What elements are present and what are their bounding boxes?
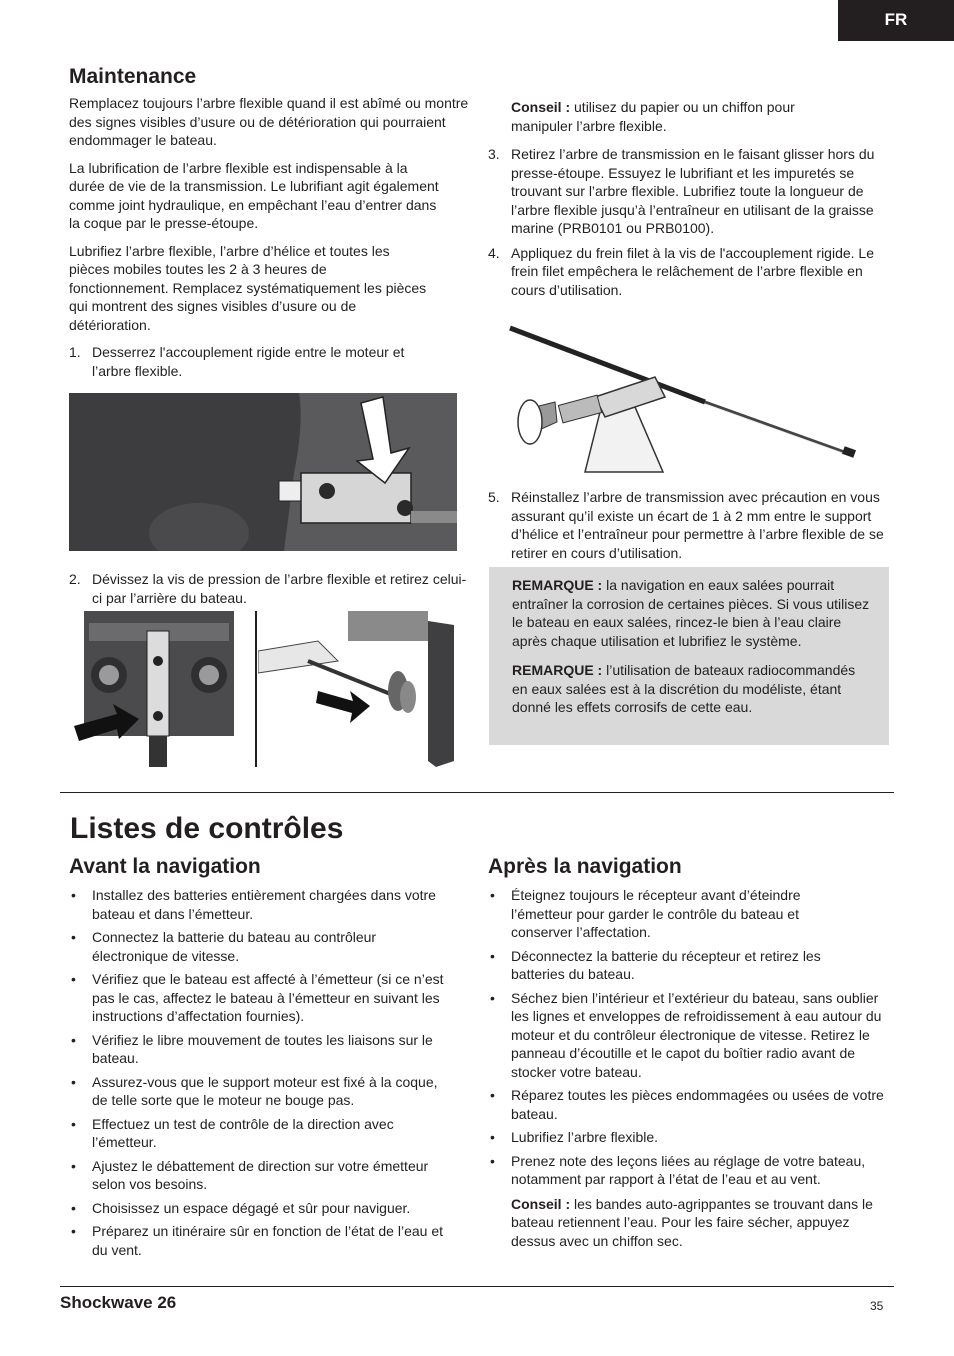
checklist-text: Éteignez toujours le récepteur avant d’éteindre l’émetteur pour garder le contrôle du bateau et conserver l’affectation.	[511, 887, 801, 940]
checklist-text: Séchez bien l’intérieur et l’extérieur du bateau, sans oublier les lignes et enveloppes de refroidissement à eau autour du moteur et du contrôleur électronique de vitesse. Retirez le panneau d’écoutille et le capot du boîtier radio avant de stocker votre bateau.	[511, 989, 882, 1080]
page-number: 35	[870, 1299, 884, 1313]
step-item	[69, 343, 432, 380]
checklist-item	[69, 970, 449, 1026]
checklist-item	[69, 1073, 449, 1110]
bullet: •	[71, 1199, 76, 1216]
step-list	[488, 145, 888, 299]
bullet: •	[490, 1129, 495, 1145]
note-label: REMARQUE :	[512, 577, 603, 593]
step-number: 1.	[69, 344, 81, 360]
bullet: •	[71, 1073, 76, 1090]
language-tab: FR	[838, 0, 954, 41]
step-number: 5.	[488, 489, 500, 505]
checklist-text: Assurez-vous que le support moteur est fixé à la coque, de telle sorte que le moteur ne bouge pas.	[92, 1073, 438, 1108]
note-paragraph	[512, 661, 872, 717]
tip-label: Conseil :	[511, 99, 571, 115]
step-item	[69, 570, 469, 607]
step5-block	[488, 488, 888, 562]
bullet: •	[490, 989, 495, 1006]
step-number: 4.	[488, 244, 500, 261]
step-item	[488, 244, 881, 300]
grease-illustration	[505, 322, 857, 478]
note-text: l’utilisation de bateaux radiocommandés en eaux salées est à la discrétion du modéliste, étant donné les effets corrosifs de cette eau.	[512, 662, 856, 715]
checklist-text: Connectez la batterie du bateau au contrôleur électronique de vitesse.	[92, 929, 377, 964]
step-number: 2.	[69, 571, 81, 587]
prop-shaft-illustration	[258, 611, 456, 767]
figure-divider	[255, 611, 257, 767]
tip-text: utilisez du papier ou un chiffon pour manipuler l’arbre flexible.	[511, 99, 795, 134]
bullet: •	[71, 1157, 76, 1174]
note-paragraph	[512, 576, 879, 650]
saltwater-note-box	[489, 567, 889, 745]
note-text: la navigation en eaux salées pourrait entraîner la corrosion de certaines pièces. Si vous utilisez le bateau en eaux salées, rincez-le bien à l’eau claire après chaque utilisation et lubrifiez le système.	[512, 577, 870, 649]
checklist-item	[69, 1031, 452, 1068]
checklist-item	[69, 1115, 432, 1152]
footer-product-title: Shockwave 26	[60, 1293, 177, 1312]
checklist-text: Vérifiez que le bateau est affecté à l’émetteur (si ce n’est pas le cas, affectez le bateau à l’émetteur en suivant les instructions d’affectation fournies).	[92, 971, 444, 1024]
bullet: •	[490, 1087, 495, 1103]
checklist-item	[69, 1199, 449, 1218]
before-navigation-heading: Avant la navigation	[69, 855, 261, 878]
before-navigation-list	[69, 886, 449, 1259]
checklist-text: Vérifiez le libre mouvement de toutes les liaisons sur le bateau.	[92, 1031, 433, 1066]
bullet: •	[71, 887, 76, 903]
note-label: REMARQUE :	[512, 662, 603, 678]
checklist-text: Déconnectez la batterie du récepteur et retirez les batteries du bateau.	[511, 947, 821, 982]
step2-block	[69, 570, 469, 607]
step-number: 3.	[488, 146, 500, 162]
maintenance-paragraph: Remplacez toujours l’arbre flexible quand il est abîmé ou montre des signes visibles d’usure ou de détérioration qui pourraient endommager le bateau.	[69, 95, 469, 148]
step-text: Appliquez du frein filet à la vis de l'accouplement rigide. Le frein filet empêchera le relâchement de l’arbre flexible en cours d’utilisation.	[511, 244, 874, 298]
step-list	[69, 343, 469, 380]
checklist-text: Lubrifiez l’arbre flexible.	[511, 1129, 659, 1145]
maintenance-paragraph: La lubrification de l’arbre flexible est indispensable à la durée de vie de la transmission. Le lubrifiant agit également comme joint hydraulique, en empêchant l’eau d’entrer dans la coque par le presse-étoupe.	[69, 159, 439, 231]
checklist-text: Effectuez un test de contrôle de la direction avec l’émetteur.	[92, 1115, 394, 1150]
maintenance-left-column	[69, 64, 469, 380]
checklists-heading: Listes de contrôles	[70, 812, 344, 845]
bullet: •	[71, 1115, 76, 1132]
section-divider	[60, 792, 894, 793]
checklist-item	[488, 1086, 891, 1123]
tip-label: Conseil :	[511, 1195, 571, 1212]
tip-text: les bandes auto-agrippantes se trouvant dans le bateau retiennent l’eau. Pour les faire sécher, appuyez dessus avec un chiffon sec.	[511, 1195, 873, 1249]
step-text: Desserrez l'accouplement rigide entre le moteur et l’arbre flexible.	[92, 344, 405, 379]
step-text: Dévissez la vis de pression de l’arbre flexible et retirez celui-ci par l’arrière du bateau.	[92, 571, 467, 606]
step-list	[488, 488, 888, 562]
set-screw-figure	[69, 611, 252, 767]
prop-shaft-figure	[258, 611, 456, 767]
before-navigation-column	[69, 854, 449, 1264]
checklist-item	[69, 928, 449, 965]
right-arrow-icon	[316, 691, 370, 723]
step-item	[488, 145, 888, 238]
step-item	[488, 488, 888, 562]
coupling-figure	[69, 393, 457, 551]
checklist-text: Ajustez le débattement de direction sur votre émetteur selon vos besoins.	[92, 1157, 429, 1192]
grease-figure	[505, 322, 857, 478]
step-list	[69, 570, 469, 607]
maintenance-paragraph: Lubrifiez l’arbre flexible, l’arbre d’hélice et toutes les pièces mobiles toutes les 2 à 3 heures de fonctionnement. Remplacez systématiquement les pièces qui montrent des signes visibles d’usure ou de détérioration.	[69, 242, 427, 333]
step-text: Retirez l’arbre de transmission en le faisant glisser hors du presse-étoupe. Essuyez le lubrifiant et les impuretés se trouvant sur l’arbre flexible. Lubrifiez toute la longueur de l’arbre flexible jusqu’à l’entraîneur en utilisant de la graisse marine (PRB0101 ou PRB0100).	[511, 146, 875, 236]
checklist-item	[488, 1152, 881, 1189]
checklist-text: Prenez note des leçons liées au réglage de votre bateau, notamment par rapport à l’état de l’eau et au vent.	[511, 1152, 866, 1187]
checklist-item	[488, 947, 861, 984]
checklist-item	[69, 1157, 437, 1194]
checklist-item	[488, 989, 888, 1082]
bullet: •	[490, 947, 495, 964]
after-tip-paragraph	[488, 1195, 888, 1251]
tip-paragraph	[488, 98, 851, 135]
after-navigation-heading: Après la navigation	[488, 855, 682, 878]
checklist-item	[488, 1128, 888, 1147]
checklist-item	[488, 886, 861, 942]
after-navigation-list	[488, 886, 888, 1189]
bullet: •	[71, 1223, 76, 1239]
checklist-text: Installez des batteries entièrement chargées dans votre bateau et dans l’émetteur.	[92, 887, 436, 922]
checklist-item	[69, 1222, 452, 1259]
footer-divider	[60, 1286, 894, 1287]
bullet: •	[71, 929, 76, 945]
checklist-text: Préparez un itinéraire sûr en fonction de l’état de l’eau et du vent.	[92, 1223, 443, 1258]
step-text: Réinstallez l’arbre de transmission avec précaution en vous assurant qu’il existe un écart de 1 à 2 mm entre le support d’hélice et l’entraîneur pour permettre à l’arbre flexible de se retirer en cours d’utilisation.	[511, 489, 884, 561]
after-navigation-column	[488, 854, 888, 1250]
maintenance-heading: Maintenance	[69, 65, 197, 88]
checklist-text: Réparez toutes les pièces endommagées ou usées de votre bateau.	[511, 1087, 884, 1122]
coupling-illustration	[69, 393, 457, 551]
bullet: •	[490, 1152, 495, 1169]
bullet: •	[490, 887, 495, 903]
bullet: •	[71, 971, 76, 987]
set-screw-illustration	[69, 611, 252, 767]
bullet: •	[71, 1031, 76, 1048]
checklist-text: Choisissez un espace dégagé et sûr pour naviguer.	[92, 1199, 411, 1216]
checklist-item	[69, 886, 449, 923]
maintenance-right-column	[488, 98, 888, 299]
